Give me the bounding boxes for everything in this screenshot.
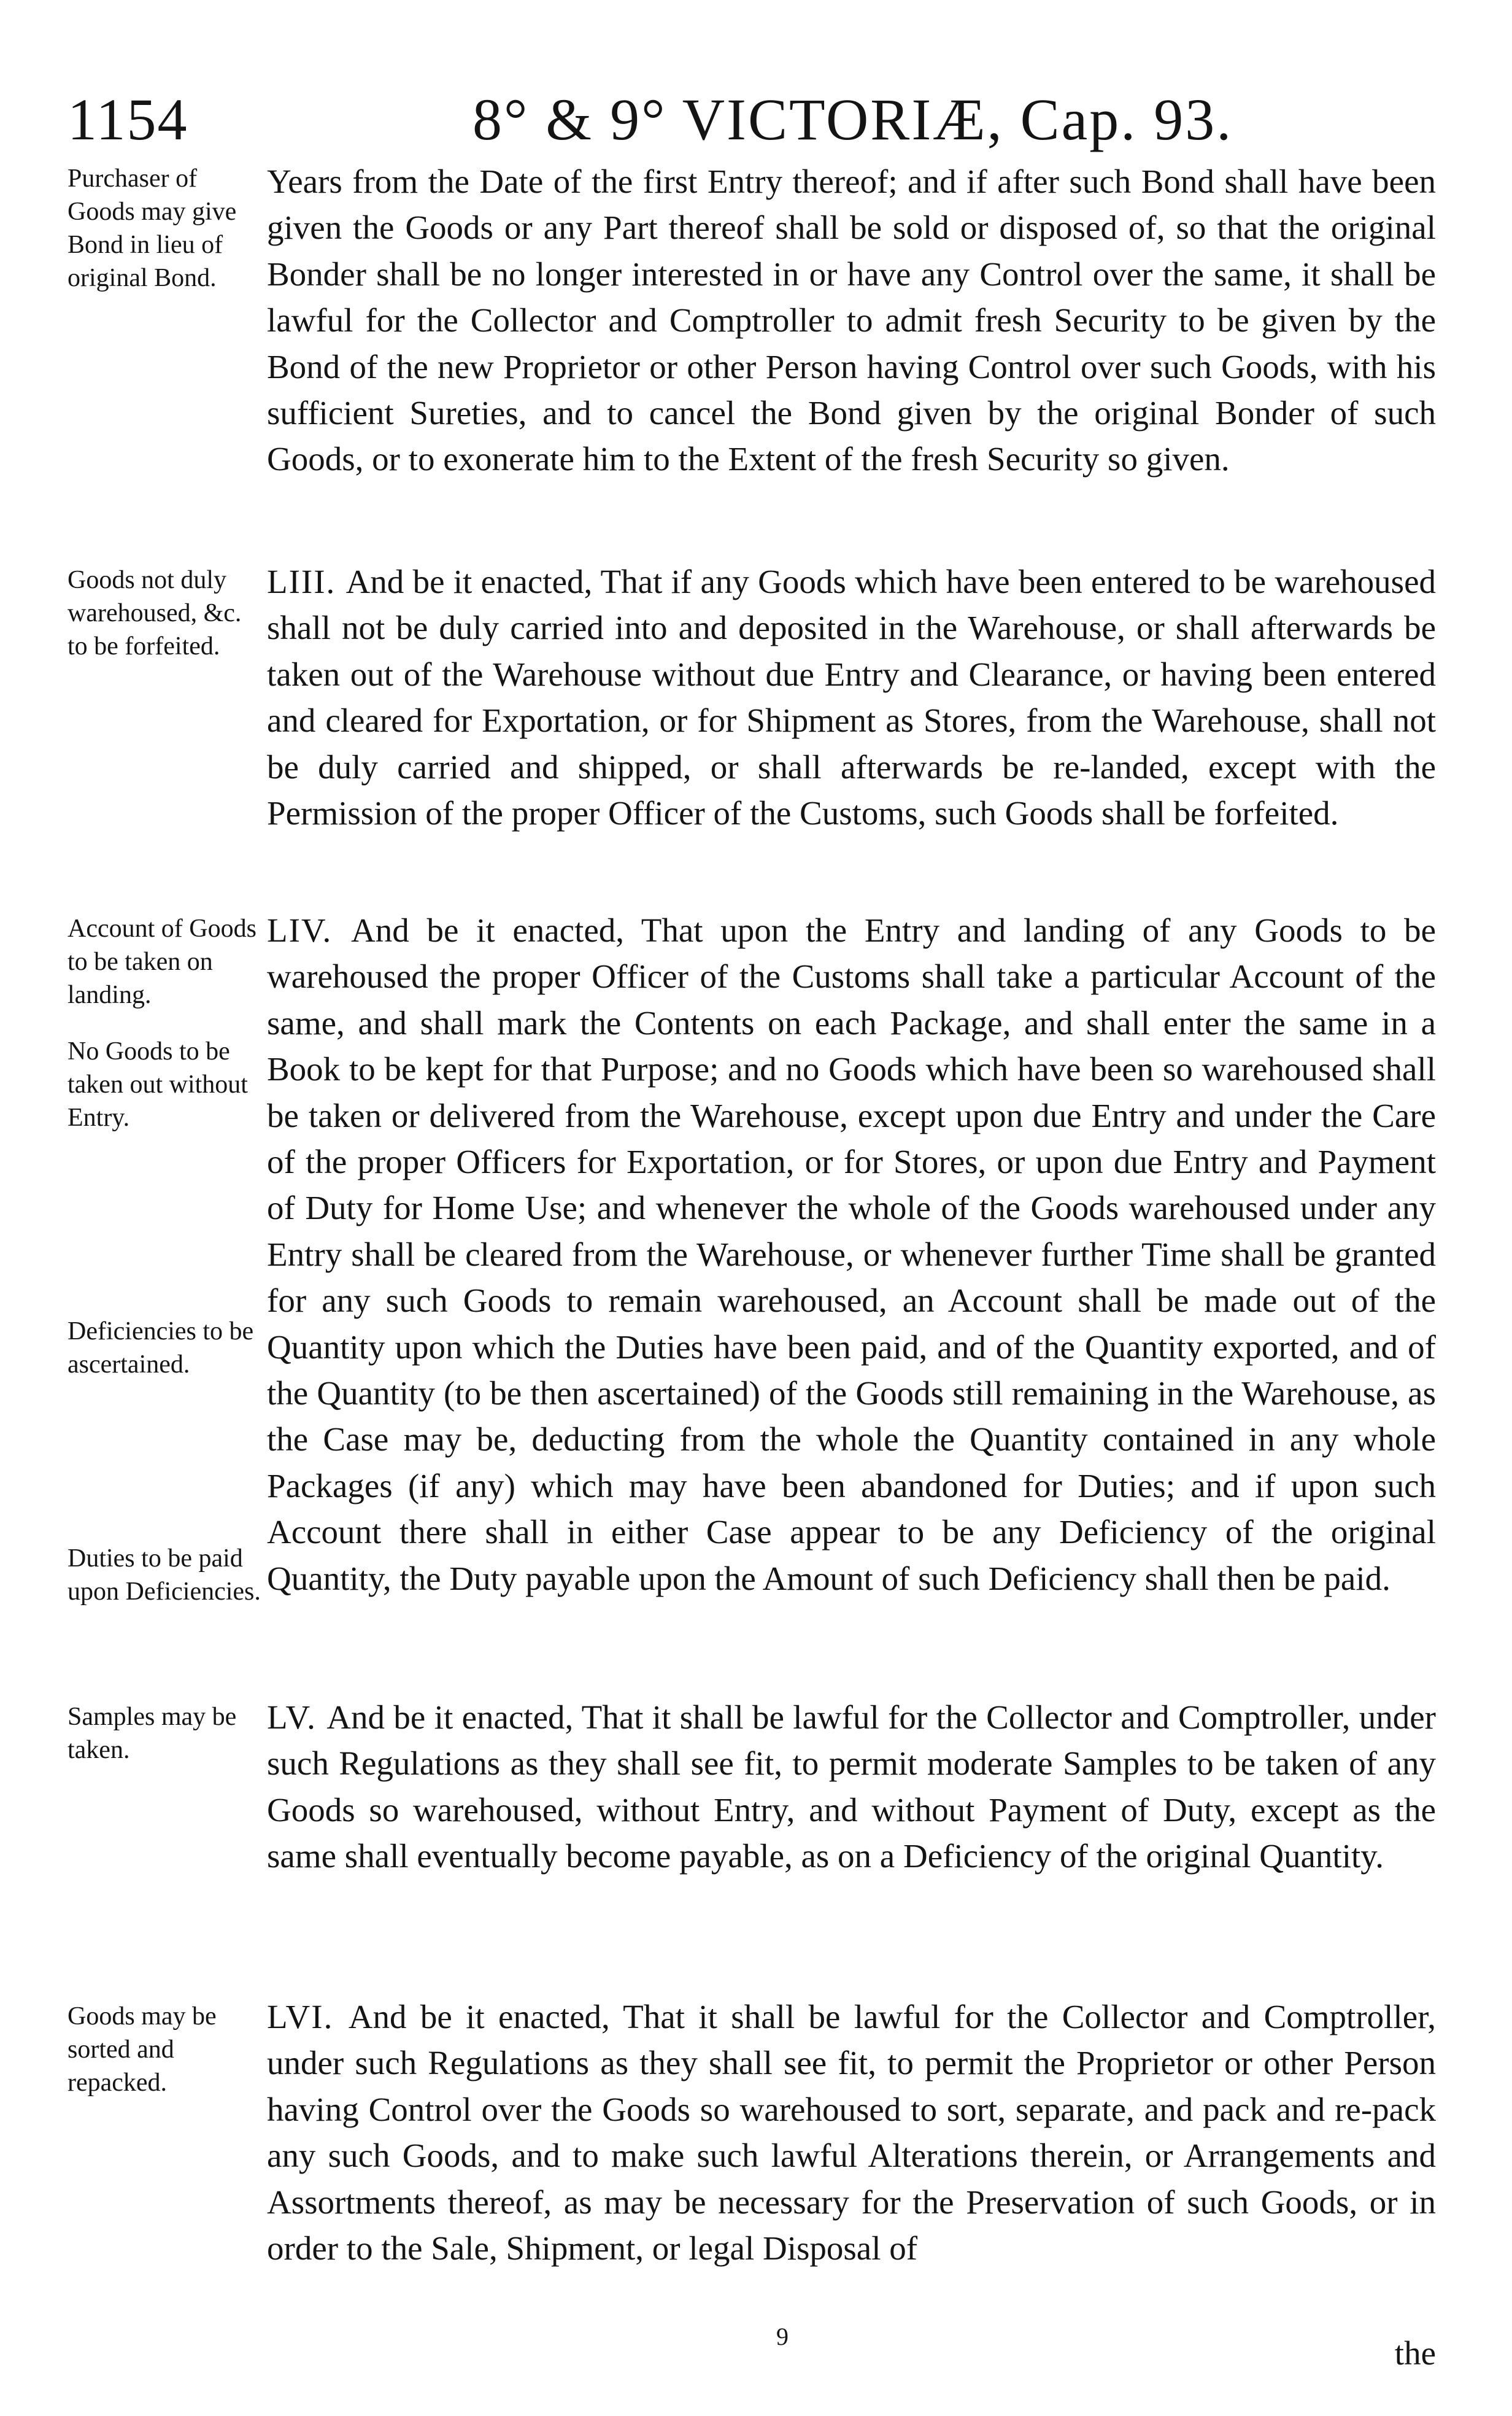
section-text xyxy=(267,1994,1436,2271)
section-body: And be it enacted, That it shall be lawful for the Collector and Comptroller, under such Regulations as they shall see fit, to permit the Proprietor or other Person having Control over the Goods so warehoused to sort, separate, and pack and re-pack any such Goods, and to make such lawful Alterations therein, or Arrangements and Assortments thereof, as may be necessary for the Preservation of such Goods, or in order to the Sale, Shipment, or legal Disposal of xyxy=(267,1998,1436,2267)
margin-notes xyxy=(68,2000,264,2142)
margin-note: Deficiencies to be ascertained. xyxy=(68,1317,254,1379)
margin-note: Purchaser of Goods may give Bond in lieu of original Bond. xyxy=(68,165,237,292)
section-number: LIV. xyxy=(267,912,352,949)
running-title: 8° & 9° VICTORIÆ, Cap. 93. xyxy=(472,87,1233,152)
page-number: 1154 xyxy=(68,87,188,152)
margin-notes xyxy=(68,1700,264,1810)
section-text xyxy=(267,559,1436,836)
margin-note: Goods may be sorted and repacked. xyxy=(68,2002,217,2097)
section-body: And be it enacted, That upon the Entry and landing of any Goods to be warehoused the proper Officer of the Customs shall take a particular Account of the same, and shall mark the Contents on each Package, and shall enter the same in a Book to be kept for that Purpose; and no Goods which have been so warehoused shall be taken or delivered from the Warehouse, except upon due Entry and under the Care of the proper Officers for Exportation, or for Stores, or upon due Entry and Payment of Duty for Home Use; and whenever the whole of the Goods warehoused under any Entry shall be cleared from the Warehouse, or whenever further Time shall be granted for any such Goods to remain warehoused, an Account shall be made out of the Quantity upon which the Duties have been paid, and of the Quantity exported, and of the Quantity (to be then ascertained) of the Goods still remaining in the Warehouse, as the Case may be, deducting from the whole the Quantity contained in any whole Packages (if any) which may have been abandoned for Duties; and if upon such Account there shall in either Case appear to be any Deficiency of the original Quantity, the Duty payable upon the Amount of such Deficiency shall then be paid. xyxy=(267,912,1436,1597)
section-54 xyxy=(68,907,1436,1681)
section-text xyxy=(267,1694,1436,1880)
margin-note: Samples may be taken. xyxy=(68,1703,237,1764)
catchword: the xyxy=(1394,2334,1436,2372)
section-56 xyxy=(68,1994,1436,2325)
section-55 xyxy=(68,1694,1436,1952)
margin-note: Goods not duly warehoused, &c. to be forfeited. xyxy=(68,566,242,660)
margin-note: Duties to be paid upon Deficiencies. xyxy=(68,1544,261,1606)
section-number: LV. xyxy=(267,1698,327,1736)
section-text xyxy=(267,907,1436,1601)
margin-note: Account of Goods to be taken on landing. xyxy=(68,915,256,1009)
signature-mark: 9 xyxy=(776,2323,789,2350)
section-53 xyxy=(68,559,1436,890)
section-text xyxy=(267,158,1436,482)
section-number: LVI. xyxy=(267,1998,349,2035)
margin-notes xyxy=(68,563,264,706)
section-body: And be it enacted, That if any Goods which have been entered to be warehoused shall not be duly carried into and deposited in the Warehouse, or shall afterwards be taken out of the Warehouse without due Entry and Clearance, or having been entered and cleared for Exportation, or for Shipment as Stores, from the Warehouse, shall not be duly carried and shipped, or shall afterwards be re-landed, except with the Permission of the proper Officer of the Customs, such Goods shall be forfeited. xyxy=(267,563,1436,832)
margin-notes xyxy=(68,162,264,338)
section-body: Years from the Date of the first Entry thereof; and if after such Bond shall have been given the Goods or any Part thereof shall be sold or disposed of, so that the original Bonder shall be no longer interested in or have any Control over the same, it shall be lawful for the Collector and Comptroller to admit fresh Security to be given by the Bond of the new Proprietor or other Person having Control over such Goods, with his sufficient Sureties, and to cancel the Bond given by the original Bonder of such Goods, or to exonerate him to the Extent of the fresh Security so given. xyxy=(267,163,1436,478)
section-body: And be it enacted, That it shall be lawful for the Collector and Comptroller, under such Regulations as they shall see fit, to permit moderate Samples to be taken of any Goods so warehoused, without Entry, and without Payment of Duty, except as the same shall eventually become payable, as on a Deficiency of the original Quantity. xyxy=(267,1698,1436,1875)
section-52-continuation xyxy=(68,158,1436,527)
page-header xyxy=(68,74,1436,166)
section-number: LIII. xyxy=(267,563,346,600)
margin-note: No Goods to be taken out without Entry. xyxy=(68,1037,248,1132)
